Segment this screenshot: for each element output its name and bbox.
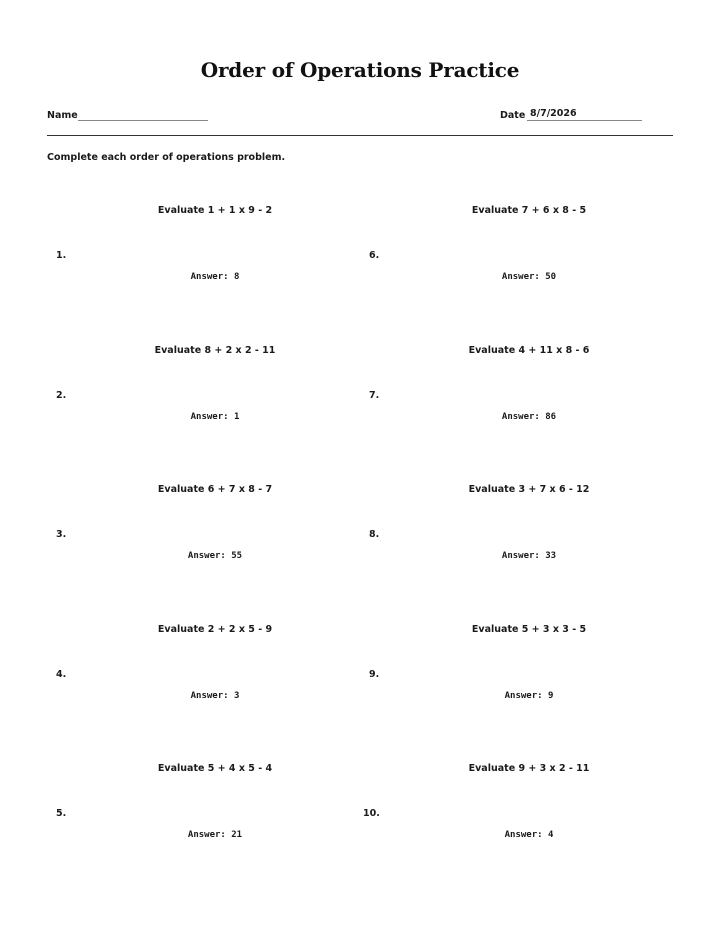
problem-9: [369, 624, 682, 763]
problem-prompt: Evaluate 3 + 7 x 6 - 12: [468, 484, 590, 495]
problem-number: 6.: [369, 250, 380, 261]
date-field[interactable]: [527, 120, 642, 121]
problem-answer: Answer: 3: [190, 691, 240, 701]
header-divider: [47, 135, 673, 136]
problem-prompt: Evaluate 5 + 3 x 3 - 5: [471, 624, 587, 635]
date-value: 8/7/2026: [530, 108, 577, 119]
problem-prompt: Evaluate 5 + 4 x 5 - 4: [157, 763, 273, 774]
problem-10: [363, 763, 676, 902]
problem-4: [0, 624, 313, 763]
name-field[interactable]: [78, 120, 208, 121]
problem-3: [0, 484, 313, 623]
problem-answer: Answer: 1: [190, 412, 240, 422]
problem-answer: Answer: 9: [504, 691, 554, 701]
date-label: Date: [500, 110, 526, 121]
problem-7: [369, 345, 682, 484]
problem-8: [369, 484, 682, 623]
problem-prompt: Evaluate 7 + 6 x 8 - 5: [471, 205, 587, 216]
problem-prompt: Evaluate 2 + 2 x 5 - 9: [157, 624, 273, 635]
problem-prompt: Evaluate 6 + 7 x 8 - 7: [157, 484, 273, 495]
page-title: Order of Operations Practice: [200, 58, 520, 82]
problem-answer: Answer: 55: [187, 551, 243, 561]
problem-prompt: Evaluate 9 + 3 x 2 - 11: [468, 763, 590, 774]
problem-number: 4.: [56, 669, 67, 680]
instructions: Complete each order of operations problem.: [47, 152, 286, 163]
problem-answer: Answer: 4: [504, 830, 554, 840]
problem-2: [0, 345, 313, 484]
problem-number: 5.: [56, 808, 67, 819]
problem-number: 7.: [369, 390, 380, 401]
problem-number: 10.: [363, 808, 380, 819]
problem-number: 2.: [56, 390, 67, 401]
problem-number: 1.: [56, 250, 67, 261]
problem-prompt: Evaluate 1 + 1 x 9 - 2: [157, 205, 273, 216]
problem-6: [369, 205, 682, 344]
problem-5: [0, 763, 313, 902]
problem-answer: Answer: 21: [187, 830, 243, 840]
problem-number: 8.: [369, 529, 380, 540]
problem-answer: Answer: 8: [190, 272, 240, 282]
problem-number: 3.: [56, 529, 67, 540]
problem-answer: Answer: 86: [501, 412, 557, 422]
problem-answer: Answer: 50: [501, 272, 557, 282]
problem-answer: Answer: 33: [501, 551, 557, 561]
name-label: Name: [47, 110, 78, 121]
problem-1: [0, 205, 313, 344]
problem-number: 9.: [369, 669, 380, 680]
problem-prompt: Evaluate 8 + 2 x 2 - 11: [154, 345, 276, 356]
problem-prompt: Evaluate 4 + 11 x 8 - 6: [468, 345, 590, 356]
